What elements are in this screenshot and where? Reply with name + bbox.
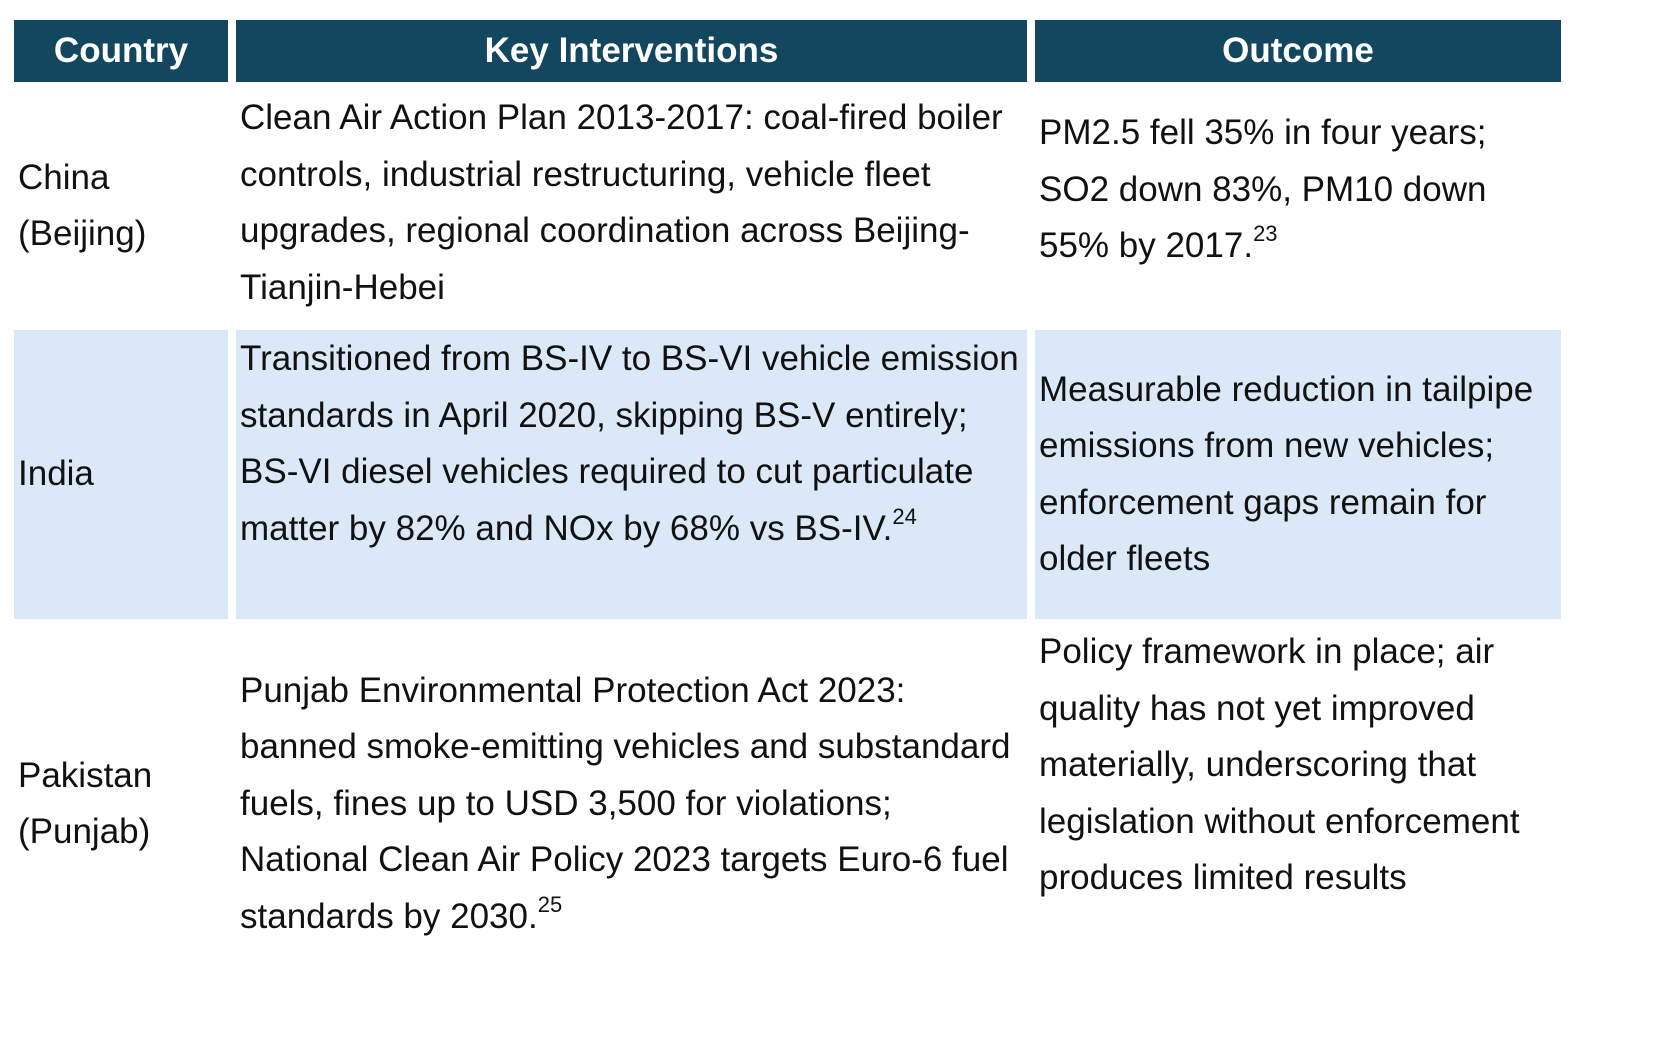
country-text: India	[18, 454, 94, 494]
interventions-text: Clean Air Action Plan 2013-2017: coal-fired boiler controls, industrial restructuring, vehicle fleet upgrades, regional coordination across Beijing-Tianjin-Hebei	[240, 98, 1003, 307]
header-country: Country	[14, 20, 228, 82]
footnote-ref: 24	[892, 503, 917, 529]
row-pakistan-interventions	[236, 619, 1027, 989]
country-text: China (Beijing)	[18, 157, 147, 253]
header-key-interventions: Key Interventions	[236, 20, 1027, 82]
row-pakistan-country	[14, 619, 228, 989]
interventions-text: Transitioned from BS-IV to BS-VI vehicle emission standards in April 2020, skipping BS-V entirely; BS-VI diesel vehicles required to cut particulate matter by 82% and NOx by 68% vs BS-IV.$^{24}$	[240, 339, 1019, 548]
outcome-text: Measurable reduction in tailpipe emissions from new vehicles; enforcement gaps remain for older fleets	[1039, 369, 1534, 578]
row-pakistan-outcome	[1035, 619, 1561, 989]
interventions-text: Punjab Environmental Protection Act 2023: banned smoke-emitting vehicles and substandard fuels, fines up to USD 3,500 for violations; National Clean Air Policy 2023 targets Euro-6 fuel standards by 2030.25	[240, 670, 1011, 936]
footnote-ref: 25	[537, 891, 563, 917]
row-china-interventions	[236, 82, 1027, 330]
header-outcome: Outcome	[1035, 20, 1561, 82]
outcome-text: PM2.5 fell 35% in four years; SO2 down 83%, PM10 down 55% by 2017.23	[1039, 113, 1487, 265]
country-text: Pakistan (Punjab)	[18, 755, 153, 851]
outcome-text: Policy framework in place; air quality has not yet improved materially, underscoring that legislation without enforcement produces limited results	[1039, 632, 1520, 897]
row-china-country	[14, 82, 228, 330]
row-china-outcome	[1035, 82, 1561, 330]
row-india-country	[14, 330, 228, 619]
row-india-outcome	[1035, 330, 1561, 619]
policy-table	[14, 20, 1672, 989]
row-india-interventions	[236, 330, 1027, 619]
footnote-ref: 23	[1253, 221, 1278, 246]
